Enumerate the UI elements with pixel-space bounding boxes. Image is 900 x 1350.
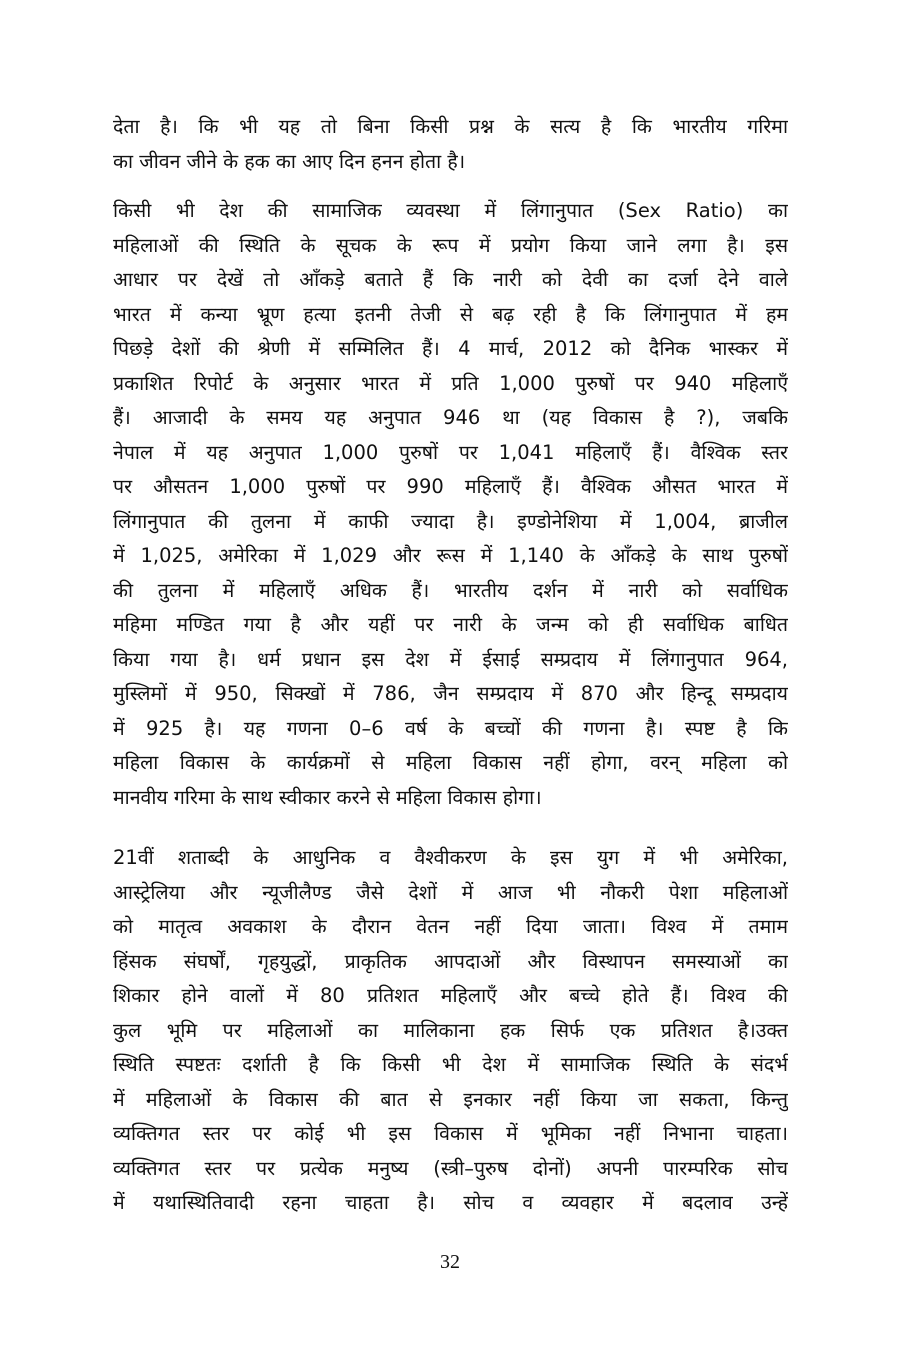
text-line: मानवीय गरिमा के साथ स्वीकार करने से महिला विकास होगा। bbox=[113, 785, 542, 809]
text-line: महिला विकास के कार्यक्रमों से महिला विकास नहीं होगा, वरन् महिला को bbox=[113, 751, 788, 774]
text-line: हिंसक संघर्षों, गृहयुद्धों, प्राकृतिक आपदाओं और विस्थापन समस्याओं का bbox=[113, 949, 788, 973]
text-line: व्यक्तिगत स्तर पर प्रत्येक मनुष्य (स्त्री–पुरुष दोनों) अपनी पारम्परिक सोच bbox=[113, 1156, 788, 1180]
page-number: 32 bbox=[440, 1251, 460, 1273]
paragraph-2 bbox=[113, 194, 788, 815]
text-line: कुल भूमि पर महिलाओं का मालिकाना हक सिर्फ एक प्रतिशत है।उक्त bbox=[113, 1018, 788, 1042]
paragraph-1 bbox=[113, 110, 788, 179]
text-line: भारत में कन्या भ्रूण हत्या इतनी तेजी से बढ़ रही है कि लिंगानुपात में हम bbox=[113, 302, 788, 326]
text-line: शिकार होने वालों में 80 प्रतिशत महिलाएँ और बच्चे होते हैं। विश्व की bbox=[113, 984, 788, 1007]
text-line: व्यक्तिगत स्तर पर कोई भी इस विकास में भूमिका नहीं निभाना चाहता। bbox=[113, 1122, 788, 1145]
text-line: का जीवन जीने के हक का आए दिन हनन होता है। bbox=[113, 149, 466, 173]
text-line: में 1,025, अमेरिका में 1,029 और रूस में 1,140 के आँकड़े के साथ पुरुषों bbox=[113, 544, 788, 567]
text-line: हैं। आजादी के समय यह अनुपात 946 था (यह विकास है ?), जबकि bbox=[113, 406, 788, 429]
text-line: में 925 है। यह गणना 0–6 वर्ष के बच्चों की गणना है। स्पष्ट है कि bbox=[113, 716, 788, 740]
text-line: स्थिति स्पष्टतः दर्शाती है कि किसी भी देश में सामाजिक स्थिति के संदर्भ bbox=[113, 1053, 788, 1076]
text-line: महिलाओं की स्थिति के सूचक के रूप में प्रयोग किया जाने लगा है। इस bbox=[113, 233, 788, 257]
text-line: को मातृत्व अवकाश के दौरान वेतन नहीं दिया जाता। विश्व में तमाम bbox=[113, 915, 788, 938]
text-line: में यथास्थितिवादी रहना चाहता है। सोच व व्यवहार में बदलाव उन्हें bbox=[113, 1191, 788, 1214]
text-line: आस्ट्रेलिया और न्यूजीलैण्ड जैसे देशों में आज भी नौकरी पेशा महिलाओं bbox=[113, 880, 788, 904]
text-line: किसी भी देश की सामाजिक व्यवस्था में लिंगानुपात (Sex Ratio) का bbox=[113, 199, 788, 222]
text-line: की तुलना में महिलाएँ अधिक हैं। भारतीय दर्शन में नारी को सर्वाधिक bbox=[113, 578, 788, 602]
text-line: नेपाल में यह अनुपात 1,000 पुरुषों पर 1,041 महिलाएँ हैं। वैश्विक स्तर bbox=[113, 440, 788, 464]
text-line: प्रकाशित रिपोर्ट के अनुसार भारत में प्रति 1,000 पुरुषों पर 940 महिलाएँ bbox=[113, 371, 788, 395]
text-line: लिंगानुपात की तुलना में काफी ज्यादा है। इण्डोनेशिया में 1,004, ब्राजील bbox=[113, 509, 788, 533]
text-line: देता है। कि भी यह तो बिना किसी प्रश्न के सत्य है कि भारतीय गरिमा bbox=[113, 115, 788, 138]
paragraph-3 bbox=[113, 841, 788, 1221]
text-line: पिछड़े देशों की श्रेणी में सम्मिलित हैं। 4 मार्च, 2012 को दैनिक भास्कर में bbox=[113, 337, 788, 360]
text-line: पर औसतन 1,000 पुरुषों पर 990 महिलाएँ हैं। वैश्विक औसत भारत में bbox=[113, 475, 788, 498]
text-line: किया गया है। धर्म प्रधान इस देश में ईसाई सम्प्रदाय में लिंगानुपात 964, bbox=[113, 647, 788, 671]
text-line: मुस्लिमों में 950, सिक्खों में 786, जैन सम्प्रदाय में 870 और हिन्दू सम्प्रदाय bbox=[113, 682, 788, 705]
text-line: आधार पर देखें तो आँकड़े बताते हैं कि नारी को देवी का दर्जा देने वाले bbox=[113, 268, 788, 291]
text-line: 21वीं शताब्दी के आधुनिक व वैश्वीकरण के इस युग में भी अमेरिका, bbox=[113, 846, 788, 869]
text-line: महिमा मण्डित गया है और यहीं पर नारी के जन्म को ही सर्वाधिक बाधित bbox=[113, 613, 788, 636]
text-line: में महिलाओं के विकास की बात से इनकार नहीं किया जा सकता, किन्तु bbox=[113, 1087, 788, 1111]
